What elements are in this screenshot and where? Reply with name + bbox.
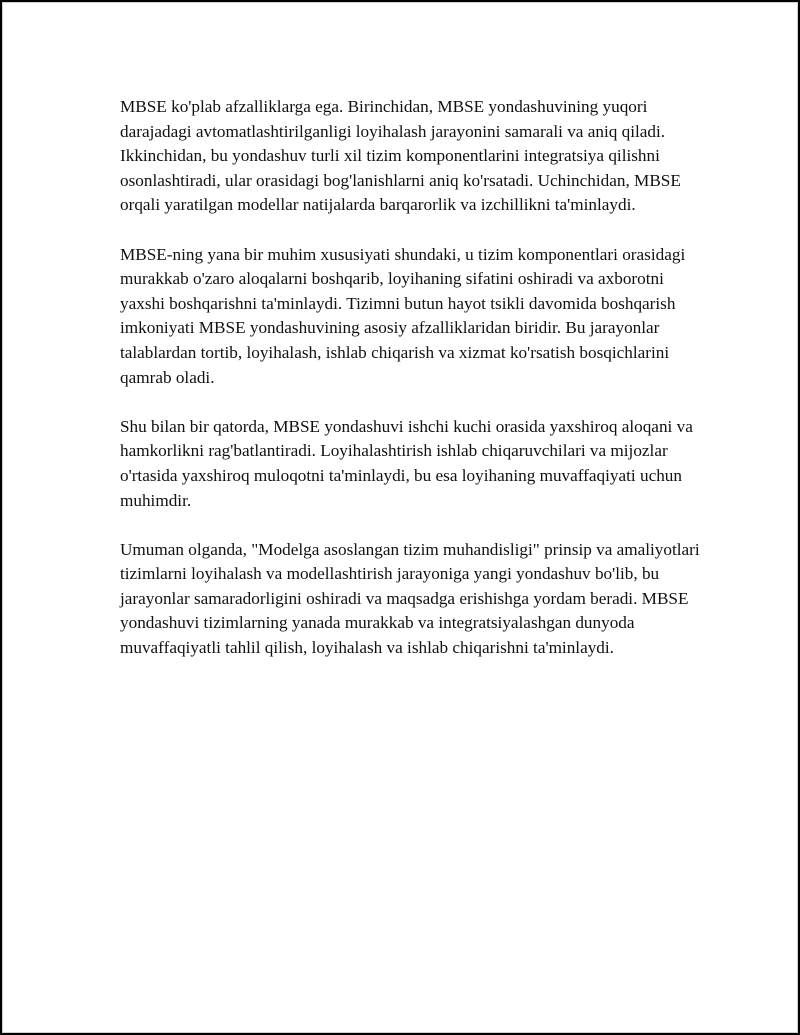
paragraph-conclusion: Umuman olganda, "Modelga asoslangan tizim muhandisligi" prinsip va amaliyotlari tizimlarni loyihalash va modellashtirish jarayoniga yangi yondashuv bo'lib, bu jarayonlar samaradorligini oshiradi va maqsadga erishishga yordam beradi. MBSE yondashuvi tizimlarning yanada murakkab va integratsiyalashgan dunyoda muvaffaqiyatli tahlil qilish, loyihalash va ishlab chiqarishni ta'minlaydi. bbox=[120, 539, 700, 658]
paragraph-collaboration: Shu bilan bir qatorda, MBSE yondashuvi ishchi kuchi orasida yaxshiroq aloqani va hamkorlikni rag'batlantiradi. Loyihalashtirish ishlab chiqaruvchilari va mijozlar o'rtasida yaxshiroq muloqotni ta'minlaydi, bu esa loyihaning muvaffaqiyati uchun muhimdir. bbox=[120, 416, 693, 510]
document-body bbox=[120, 95, 700, 685]
paragraph-advantages: MBSE ko'plab afzalliklarga ega. Birinchidan, MBSE yondashuvining yuqori darajadagi avtomatlashtirilganligi loyihalash jarayonini samarali va aniq qiladi. Ikkinchidan, bu yondashuv turli xil tizim komponentlarini integratsiya qilishni osonlashtiradi, ular orasidagi bog'lanishlarni aniq ko'rsatadi. Uchinchidan, MBSE orqali yaratilgan modellar natijalarda barqarorlik va izchillikni ta'minlaydi. bbox=[120, 97, 681, 215]
paragraph-interactions: MBSE-ning yana bir muhim xususiyati shundaki, u tizim komponentlari orasidagi murakkab o'zaro aloqalarni boshqarib, loyihaning sifatini oshiradi va axborotni yaxshi boshqarishni ta'minlaydi. Tizimni butun hayot tsikli davomida boshqarish imkoniyati MBSE yondashuvining asosiy afzalliklaridan biridir. Bu jarayonlar talablardan tortib, loyihalash, ishlab chiqarish va xizmat ko'rsatish bosqichlarini qamrab oladi. bbox=[120, 244, 686, 387]
